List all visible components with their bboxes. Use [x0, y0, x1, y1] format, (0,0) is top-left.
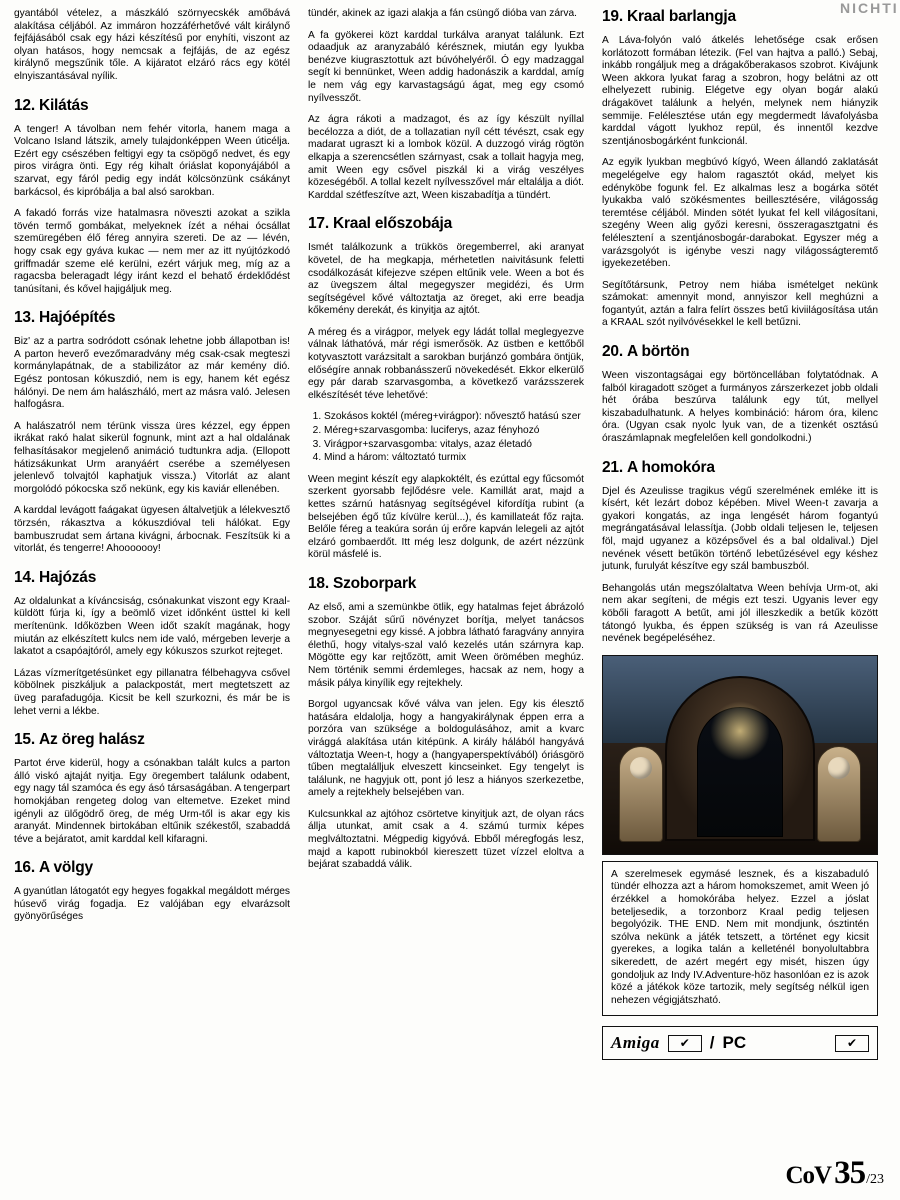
paragraph: Az oldalunkat a kíváncsiság, csónakunkat viszont egy Kraal-küldött fúrja ki, így a beömlő vizet időnként üsttel ki kell merítenünk. Időközben Ween időt szakít magának, hogy miután az elkészített kulcs nem ide való, mérgeben leverje a lakatot a csapóajtóról, amely egy kókuszos szurkot rejteget. — [14, 595, 290, 658]
pc-checkbox[interactable]: ✔ — [835, 1035, 869, 1052]
paragraph: Ween viszontagságai egy börtöncellában folytatódnak. A falból kiragadott szöget a furmányos zárszerkezet jobb oldali hét órába beszúrva találunk egy tút, mellyel kiszabadulhatunk. A helyes kombináció: három óra, kilenc óra. (Ugyan csak nyolc lyuk van, de a tizenkét osztású óraszámlapnak megfelelően kell gondolkodni.) — [602, 370, 878, 445]
screenshot-statue-left — [619, 746, 663, 842]
paragraph: A méreg és a virágpor, melyek egy ládát tollal meglegyezve válnak láthatóvá, már régi ismerősök. Az üstben e kettőből kotyvasztott varázsitalt a sarokban burjánzó gombára öntjük, előségíre annak robbanásszerű növekedését. Ekkor elkerülő egy pár darab szarvasgomba, a következő varázsszerek elkészítését téve lehetővé: — [308, 326, 584, 401]
screenshot-caption — [602, 861, 878, 1017]
paragraph: Az első, ami a szemünkbe ötlik, egy hatalmas fejet ábrázoló szobor. Száját sűrű növényzet borítja, melyet tanácsos megnyesegetni egy kissé. A jobbra látható faragvány annyira élethű, hogy vitalys-szal való kezelés után szárnyra kap. Mögötte egy kar rejtőzött, amit Ween örömében meghúz. Nem történik semmi érdemleges, hacsak az nem, hogy a másik pálya kinyílik egy rejtekhely. — [308, 601, 584, 689]
paragraph: Az egyik lyukban megbúvó kígyó, Ween állandó zaklatását megelégelve egy halom ragasztót okád, melyet kis edényköbe fogunk fel. Ez alkalmas lesz a bogárka sötét lyukakba való szökésmentes beillesztésére, világosság teremtése céljából. Minden sötét lyukat fel kell világosítani, szegény Ween alig győzi keresni, összeragasztgatni és felélesztení a szentjánosbogár-darabokat. Egyszer még a varázsgolyót is igénybe veszi nagy világosságteremtő igyekezetében. — [602, 157, 878, 270]
paragraph: Behangolás után megszólaltatva Ween behívja Urm-ot, aki nem akar segíteni, de mégis ezt teszi. Ugyanis lever egy köbőli faragott A betűt, ami jól illeszkedik a betűk között tátongó lyukba, és éppen szükség is van rá Azeulisse nevének begépeléséhez. — [602, 582, 878, 645]
section-heading-18 — [308, 575, 584, 593]
section-title: Szoborpark — [332, 574, 417, 592]
footer-page-sub: /23 — [866, 1172, 884, 1187]
footer-page-number: 35 — [834, 1155, 866, 1191]
section-number: 16. — [14, 859, 35, 877]
paragraph: Djel és Azeulisse tragikus végű szerelmének emléke itt is kísért, két lezárt doboz képében. Mivel Ween-t zavarja a gyakori kongatás, az inga lengését három fogantyú megrángatásával lelassítja. (Jobb oldali teljesen le, teljesen föl, majd ugyanez a középsővel és a bal oldalival.) Djel nevének vésett betűkön történő lebetűzésével egy késhez jutunk, furulyát készítve egy szál bambuszból. — [602, 485, 878, 573]
section-title: Hajóépítés — [38, 309, 116, 327]
paragraph: A Láva-folyón való átkelés lehetősége csak erősen korlátozott formában létezik. (Fel van hajtva a palló.) Sebaj, inkább rongáljuk meg a drágakőberakasos szobrot. Kivájunk Ween akkora lyukat farag a szobron, hogy belátni az ott elhelyezett rubinig. Elégetve egy olyan bogár alakú drágakövet találunk a helyén, melynek nem hiányzik semmije. Felélesztése után egy megdermedt lávafolyásba karddal vágott lyukhoz repül, és innentől kezdve szentjánosbogárként funkcionál. — [602, 35, 878, 147]
section-number: 17. — [308, 215, 329, 233]
section-heading-15 — [14, 731, 290, 749]
section-title: A völgy — [38, 859, 93, 877]
platform-rating-bar — [602, 1026, 878, 1060]
paragraph: Partot érve kiderül, hogy a csónakban talált kulcs a parton álló viskó ajtaját nyitja. Egy öregembert találunk odabent, egy nagy tál szamóca és egy ásó társaságában. A tengerpart homokjában rengeteg dolog van eltemetve. Ezeket mind igényli az ülőgödrő öreg, de még Urm-től is akar egy kis aranyát. Mindennek birtokában eltűnik székestől, szabaddá téve a bejáratot, amit karddal kell kifaragni. — [14, 758, 290, 845]
section-title: Kraal barlangja — [626, 8, 736, 25]
section-number: 20. — [602, 343, 623, 361]
section-number: 12. — [14, 96, 35, 114]
paragraph: A tenger! A távolban nem fehér vitorla, hanem maga a Volcano Island látszik, amely tulajdonképpen Ween úticélja. Ezért egy csészében feltigyi egy ta csöpögő nedvet, és egy piros virágra önti. Egy rég kihalt óriáslat koponyájából a szarvat, egy fáról pedig egy indát kölcsönzünk csákányt barkácsol, és kipróbálja a bal alsó sarokban. — [14, 123, 290, 198]
footer-brand: CoV — [785, 1162, 832, 1189]
screenshot-glow — [710, 701, 770, 761]
section-heading-19 — [602, 8, 878, 26]
paragraph: A halászatról nem térünk vissza üres kézzel, egy éppen ikrákat rakó halat sikerül fognunk, mint azt a hal oldalának felhasításakor megjelenő animáció tudtunkra adja. (Ellopott hátizsákunkat Urm aranyáért cserébe a személyesen jelenlevő tolvajtól kaphatjuk vissza.) Vitorlát az alant morgolódó pókocska sző nekünk, egy kis kaviár ellenében. — [14, 420, 290, 495]
article-columns — [14, 8, 886, 1128]
paragraph: Kulcsunkkal az ajtóhoz csörtetve kinyitjuk azt, de olyan rács állja utunkat, amit csak a 4. számú turmix képes meglváltoztatni. Mégpedig kigyóvá. Ebből méregfogás lesz, majd a kapott rubinokból kiereszett tüzet vízzel eloltva a bejárat szabaddá válik. — [308, 808, 584, 871]
section-title: Hajózás — [38, 568, 97, 586]
column-1 — [14, 8, 290, 1128]
amiga-label: Amiga — [611, 1033, 660, 1053]
paragraph: A fa gyökerei közt karddal turkálva aranyat találunk. Ezt odaadjuk az aranyzabáló kérésznek, miután egy lyukba benézve kiugrasztottuk azt búvóhelyéről. Ó egy madzaggal segít ki bennünket, Ween addig hadonászik a karddal, amíg le nem vág egy karvastagságú ágat, meg egy csomó nyílvesszőt. — [308, 29, 584, 104]
section-number: 18. — [308, 574, 329, 592]
section-heading-21 — [602, 459, 878, 477]
paragraph: A karddal levágott faágakat ügyesen általvetjük a lélekvesztő törzsén, rákasztva a kókuszdióval teli hálókat. Egy bambuszrudat sem ártana kivágni, árbocnak. Feszítsük ki a vitorlát, és tengerre! Ahooooooy! — [14, 505, 290, 555]
screenshot-statue-right — [817, 746, 861, 842]
section-title: Kraal előszobája — [332, 215, 453, 233]
game-screenshot — [602, 655, 878, 855]
page-edge-mark: NICHTI — [840, 0, 899, 16]
pc-label: PC — [722, 1033, 747, 1053]
section-number: 21. — [602, 458, 623, 476]
paragraph: Biz' az a partra sodródott csónak lehetne jobb állapotban is! A parton heverő evezőmaradvány még csak-csak megteszi kormánylapátnak, de a stabilizátor az már kemény dió. Egész pontosan kókuszdió, nem is egy, hanem két egész hálónyi. De nem ám halászháló, mert az másra való. Jelesen halfogásra. — [14, 336, 290, 411]
section-number: 19. — [602, 8, 623, 25]
paragraph: gyantából vételez, a mászkáló szörnyecskék amőbává alakítása céljából. Az immáron hozzáférhetővé vált királynő fejfájásából csak egy házi készítésű por enyhíti, viszont az olyan hatásos, hogy nemcsak a fejfájás, de az egész királynő megszűnik tőle. A kijáratot elzáró rács egy kötél elnyiszantásával nyílik. — [14, 8, 290, 82]
section-title: Az öreg halász — [38, 731, 145, 749]
page-footer — [786, 1155, 885, 1192]
section-title: A homokóra — [626, 458, 715, 476]
section-heading-12 — [14, 97, 290, 115]
caption-text: A szerelmesek egymásé lesznek, és a kiszabaduló tündér elhozza azt a három homokszemet, amit Ween jó érzékkel a homokórába helyez. Ezzel a jóslat beteljesedik, a torzonborz Kraal pedig teljesen begolyózik. THE END. Nem mit mondjunk, ósztintén szólva nekünk a játék tetszett, a történet egy kicsit gyerekes, a logika talán a kelleténél bonyolultabbra sikeredett, de azért megért egy misét, hiszen úgy gondoljuk az Indy IV.Adventure-höz hasonlóan ez is azok közé a játékok köze tartozik, mely segítség nélkül igen nehezen végigjátszható. — [611, 868, 869, 1006]
amiga-checkbox[interactable]: ✔ — [668, 1035, 702, 1052]
paragraph: Lázas vízmerítgetésünket egy pillanatra félbehagyva csővel köbölnek piszkáljuk a palackpostát, mert megtetszett az üveg parafadugója. Kicsit be kell szurkozni, és már be is lehet verni a lékbe. — [14, 667, 290, 717]
column-3 — [602, 8, 878, 1128]
section-heading-16 — [14, 859, 290, 877]
section-title: A börtön — [626, 343, 690, 361]
section-heading-20 — [602, 343, 878, 361]
paragraph: Az ágra rákoti a madzagot, és az így készült nyíllal becélozza a diót, de a tollazatian nyíl cétt tévészt, csak egy madarat ugraszt ki a lombok közül. A duzzogó virág rögtön elkapja a szerencsétlen szárnyast, csak a tollait hagyja meg, amit Ween egy csővel piszkál ki a virág veszélyes közeségéből. A tollal kezelt nyílvesszővel már eltalálja a diót. Karddal szétfeszítve azt, Ween kiszabadítja a tündért. — [308, 114, 584, 201]
paragraph: A fakadó forrás vize hatalmasra növeszti azokat a szikla tövén termő gombákat, melyeknek ízét a néhai ócsállat szemüregében élő féreg annyira szereti. De az — lévén, hogy csak egy gyáva kukac — nem mer az itt nyújtózkodó griffmadár szeme elé kerülni, ezért várjuk meg, míg az a ragacsba beleragadt légy iránt kezd el behatő érdeklődést tanúsítani, és kővel hajigáljuk meg. — [14, 208, 290, 295]
section-number: 13. — [14, 309, 35, 327]
paragraph: Segítőtársunk, Petroy nem hiába ismételget nekünk számokat: amennyit mond, annyiszor kell meghúzni a fogantyút, aztán a falra felírt összes betű kiviilágosítása után a KRAAL szót nyilvóvésekkel le kell betűzni. — [602, 279, 878, 329]
list-item: 2. Méreg+szarvasgomba: luciferys, azaz fényhozó — [324, 425, 584, 438]
section-heading-13 — [14, 309, 290, 327]
paragraph: Borgol ugyancsak kővé válva van jelen. Egy kis élesztő hatására eldalolja, hogy a hangyakirálynak éppen erra a porzóra van szüksége a boldogulásához, amit a kvarc virággá alakítása után kitépünk. A király hálából hangyává változtatja Ween-t, hogy a (hangyaperspektívából) óriásgörö tűben megtalálljuk elveszett kincseinket. Egy tengelyt is találunk, ne hagyjuk ott, pont jó lesz a hiányos szerkezetbe, amely a rejtekhely belsejében van. — [308, 699, 584, 799]
list-item: 1. Szokásos koktél (méreg+virágpor): nővesztő hatású szer — [324, 411, 584, 424]
section-number: 14. — [14, 568, 35, 586]
list-item: 4. Mind a három: változtató turmix — [324, 452, 584, 465]
section-heading-17 — [308, 215, 584, 233]
section-heading-14 — [14, 569, 290, 587]
paragraph: tündér, akinek az igazi alakja a fán csüngő dióba van zárva. — [308, 8, 578, 19]
potion-recipe-list — [308, 411, 584, 464]
section-title: Kilátás — [38, 96, 89, 114]
separator-slash: / — [709, 1033, 715, 1053]
paragraph: A gyanútlan látogatót egy hegyes fogakkal megáldott mérges húsevő virág fogadja. Ez valójában egy elvarázsolt gyönyörűséges — [14, 886, 290, 923]
paragraph: Ismét találkozunk a trükkös öregemberrel, aki aranyat követel, de ha megkapja, mérhetetlen naivitásunk feletti csodálkozását kifejezve szépen eltűnik vele. Ween a bot és az üvegszem által megegyszer megidézi, és Urm segítségével kővé változtatja az öreget, aki erre beadja kőkemény derekát, és kinyitja az ajtót. — [308, 242, 584, 317]
list-item: 3. Virágpor+szarvasgomba: vitalys, azaz életadó — [324, 439, 584, 452]
section-number: 15. — [14, 731, 35, 749]
column-2 — [308, 8, 584, 1128]
paragraph: Ween megint készít egy alapkoktélt, és ezúttal egy fűcsomót szerkent gyorsabb fejlődésre vele. Kamillát arat, majd a kettes szárnú hatásnyag segítségével kifordítja rubint (a belsejében égő tűz kívülre kerül...), és kamillateát főz rajta. Belőle féreg a teakúra során új erőre kapván lelegeli az ajtót elzáró gombaerdőt. Itt még lesz dolgunk, de azért nézzünk körül másfelé is. — [308, 473, 584, 561]
